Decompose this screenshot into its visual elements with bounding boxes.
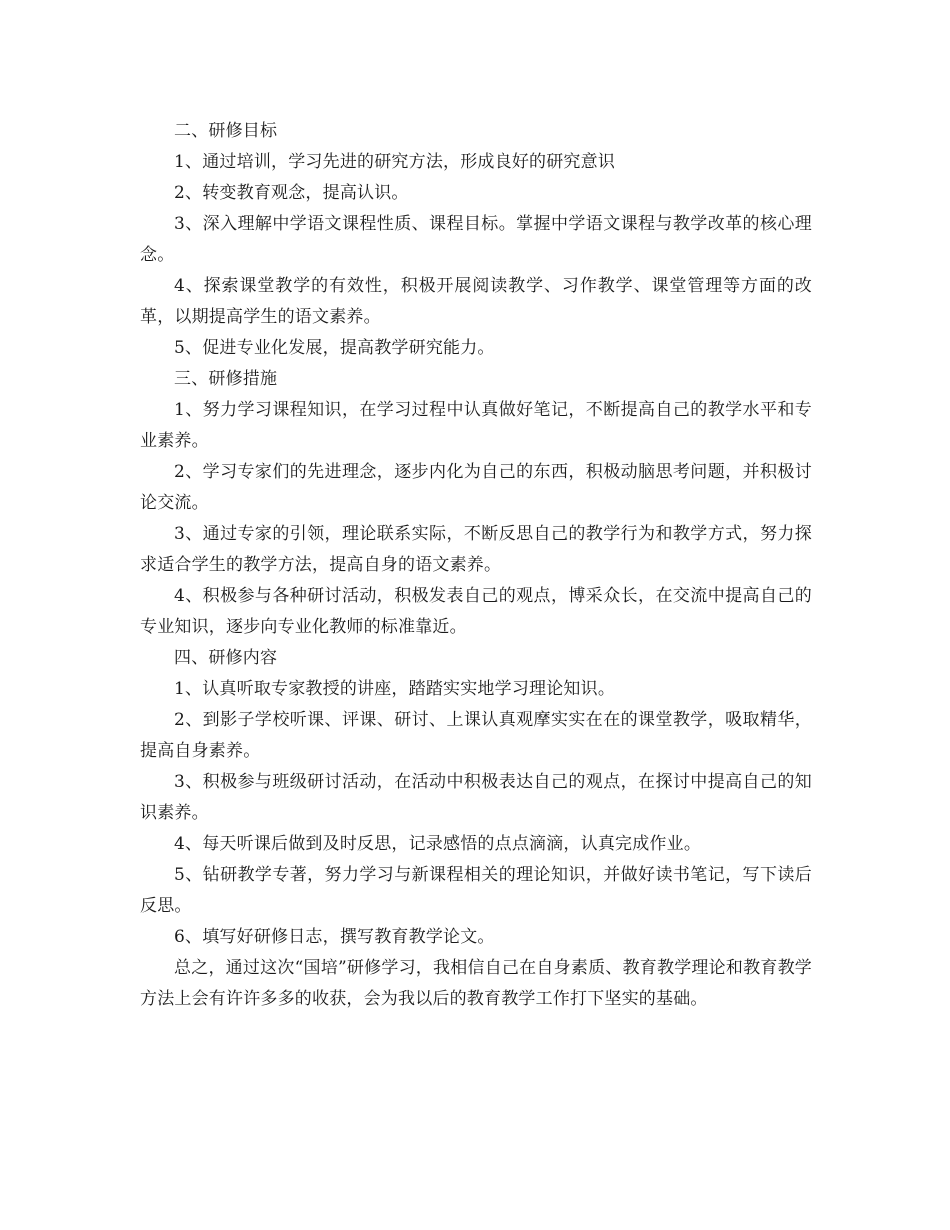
measure-item-1: 1、努力学习课程知识，在学习过程中认真做好笔记，不断提高自己的教学水平和专业素养。 — [140, 400, 812, 451]
goal-item-3: 3、深入理解中学语文课程性质、课程目标。掌握中学语文课程与教学改革的核心理念。 — [140, 214, 812, 265]
content-item-6: 6、填写好研修日志，撰写教育教学论文。 — [174, 927, 495, 947]
measure-item-2: 2、学习专家们的先进理念，逐步内化为自己的东西，积极动脑思考问题，并积极讨论交流。 — [140, 462, 812, 513]
goal-item-2: 2、转变教育观念，提高认识。 — [174, 183, 409, 203]
content-item-4: 4、每天听课后做到及时反思，记录感悟的点点滴滴，认真完成作业。 — [174, 834, 702, 854]
content-item-1: 1、认真听取专家教授的讲座，踏踏实实地学习理论知识。 — [174, 679, 616, 699]
goal-item-4: 4、探索课堂教学的有效性，积极开展阅读教学、习作教学、课堂管理等方面的改革，以期提高学生的语文素养。 — [140, 276, 812, 327]
section-heading-content: 四、研修内容 — [174, 648, 278, 668]
goal-item-1: 1、通过培训，学习先进的研究方法，形成良好的研究意识 — [174, 152, 616, 172]
section-heading-goals: 二、研修目标 — [174, 121, 278, 141]
measure-item-3: 3、通过专家的引领，理论联系实际，不断反思自己的教学行为和教学方式，努力探求适合学生的教学方法，提高自身的语文素养。 — [140, 524, 812, 575]
conclusion-paragraph: 总之，通过这次“国培”研修学习，我相信自己在自身素质、教育教学理论和教育教学方法上会有许许多多的收获，会为我以后的教育教学工作打下坚实的基础。 — [140, 958, 812, 1009]
measure-item-4: 4、积极参与各种研讨活动，积极发表自己的观点，博采众长，在交流中提高自己的专业知识，逐步向专业化教师的标准靠近。 — [140, 586, 812, 637]
section-heading-measures: 三、研修措施 — [174, 369, 278, 389]
content-item-3: 3、积极参与班级研讨活动，在活动中积极表达自己的观点，在探讨中提高自己的知识素养。 — [140, 772, 812, 823]
content-item-5: 5、钻研教学专著，努力学习与新课程相关的理论知识，并做好读书笔记，写下读后反思。 — [140, 865, 812, 916]
content-item-2: 2、到影子学校听课、评课、研讨、上课认真观摩实实在在的课堂教学，吸取精华，提高自身素养。 — [140, 710, 812, 761]
goal-item-5: 5、促进专业化发展，提高教学研究能力。 — [174, 338, 495, 358]
document-page — [140, 116, 812, 1015]
